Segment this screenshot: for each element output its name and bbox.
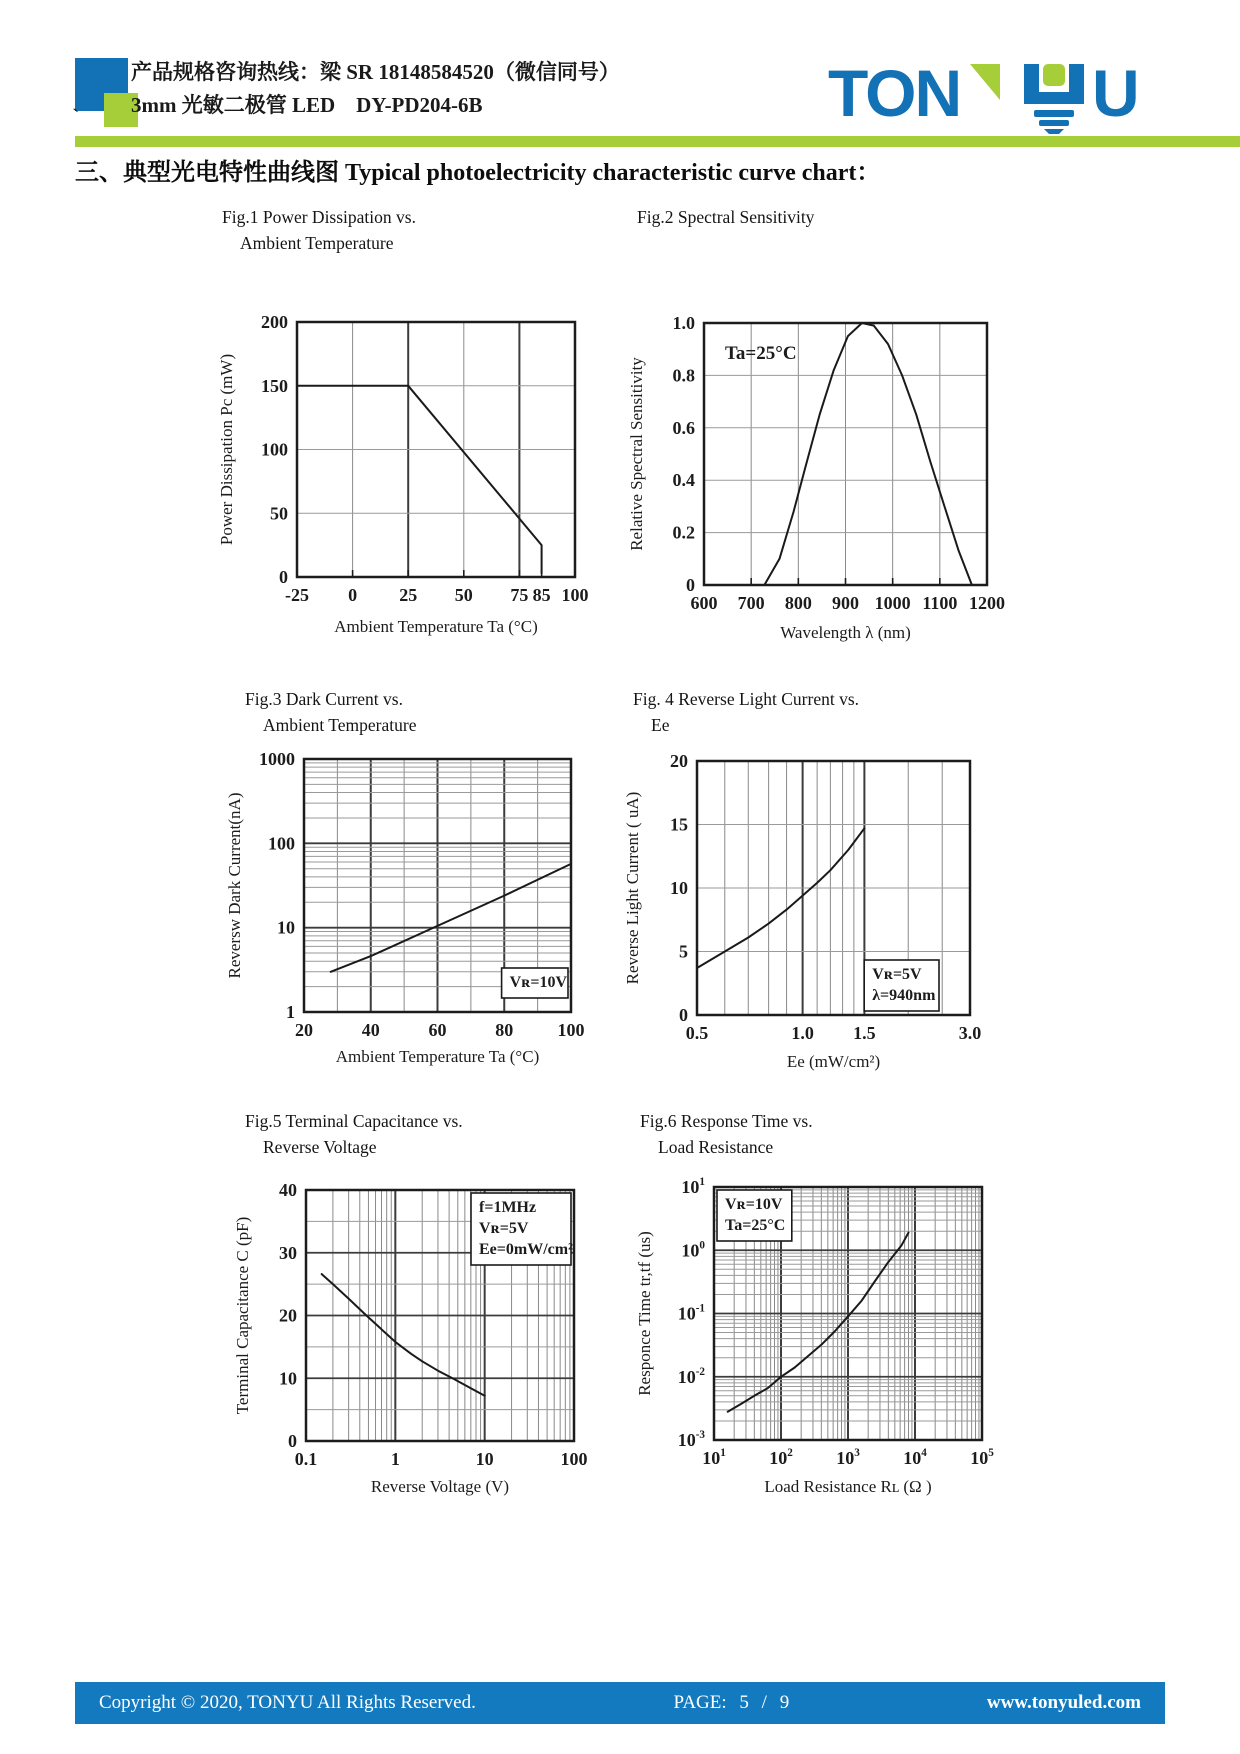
svg-text:40: 40	[279, 1180, 297, 1200]
svg-text:100: 100	[557, 1020, 585, 1040]
svg-text:1000: 1000	[874, 593, 911, 613]
svg-text:20: 20	[295, 1020, 313, 1040]
svg-text:100: 100	[561, 585, 589, 605]
svg-text:103: $10^3$	[836, 1447, 860, 1468]
svg-text:Ta=25°C: Ta=25°C	[725, 1217, 786, 1234]
svg-text:Reverse Voltage (V): Reverse Voltage (V)	[370, 1477, 510, 1496]
svg-text:Ambient Temperature Ta (°C): Ambient Temperature Ta (°C)	[335, 1047, 540, 1066]
svg-text:100: $10^0$	[681, 1239, 705, 1261]
svg-text:15: 15	[670, 814, 688, 835]
svg-text:0.8: 0.8	[672, 365, 695, 386]
svg-text:1.0: 1.0	[672, 313, 695, 333]
fig2-title-line1: Fig.2 Spectral Sensitivity	[637, 207, 815, 227]
logo-bulb-icon	[1024, 64, 1084, 134]
fig6-title	[640, 1108, 813, 1160]
svg-text:Ta=25°C: Ta=25°C	[725, 343, 797, 364]
svg-text:85: 85	[532, 585, 551, 605]
svg-text:25: 25	[399, 585, 418, 605]
svg-text:5: 5	[679, 941, 688, 962]
svg-text:Vʀ=5V: Vʀ=5V	[479, 1220, 529, 1237]
footer-bar	[75, 1682, 1165, 1724]
fig1-title	[222, 204, 416, 256]
svg-text:75: 75	[510, 585, 529, 605]
footer-copyright: Copyright © 2020, TONYU All Rights Reserved.	[99, 1692, 476, 1713]
svg-text:0: 0	[279, 567, 288, 587]
svg-text:Responce Time tr,tf (us): Responce Time tr,tf (us)	[635, 1231, 654, 1396]
green-divider-bar	[75, 136, 1240, 147]
tonyu-logo	[828, 56, 1158, 134]
svg-text:10: 10	[279, 1368, 297, 1389]
footer-page-current: 5	[739, 1692, 749, 1713]
svg-text:100: 100	[268, 833, 295, 854]
svg-text:10-3: $10^{-3}$	[677, 1429, 705, 1450]
svg-text:1.5: 1.5	[853, 1023, 876, 1043]
footer-page-separator: /	[761, 1692, 767, 1713]
svg-text:80: 80	[495, 1020, 514, 1040]
svg-text:1: 1	[390, 1449, 400, 1469]
svg-text:10: 10	[475, 1449, 494, 1469]
svg-text:3.0: 3.0	[958, 1023, 982, 1043]
fig1-title-line2: Ambient Temperature	[240, 233, 394, 253]
svg-text:0: 0	[679, 1005, 688, 1025]
svg-text:20: 20	[670, 751, 688, 771]
svg-text:600: 600	[690, 593, 718, 613]
fig1-canvas	[160, 298, 600, 650]
fig3-title	[245, 686, 416, 738]
svg-text:0: 0	[348, 585, 358, 605]
svg-text:10-2: $10^{-2}$	[677, 1365, 705, 1387]
fig6-canvas	[600, 1160, 1060, 1508]
svg-text:Wavelength λ (nm): Wavelength λ (nm)	[780, 623, 911, 642]
product-line: 3mm 光敏二极管 LED DY-PD204-6B	[131, 93, 483, 117]
svg-text:20: 20	[279, 1305, 297, 1326]
fig3-canvas	[160, 735, 600, 1075]
svg-text:50: 50	[270, 503, 288, 524]
svg-text:1.0: 1.0	[791, 1023, 814, 1043]
fig2-title	[637, 204, 814, 230]
svg-text:1000: 1000	[259, 749, 295, 769]
fig4-canvas	[600, 735, 1060, 1080]
svg-text:50: 50	[454, 585, 473, 605]
svg-text:Ambient Temperature Ta (°C): Ambient Temperature Ta (°C)	[334, 617, 538, 636]
svg-text:100: 100	[560, 1449, 588, 1469]
svg-text:30: 30	[279, 1242, 297, 1263]
svg-text:0.1: 0.1	[294, 1449, 318, 1469]
stray-backtick: `	[72, 104, 80, 129]
hotline-line: 产品规格咨询热线：梁 SR 18148584520（微信同号）	[131, 60, 620, 84]
fig4-title-line2: Ee	[651, 715, 670, 735]
logo-n-triangle	[970, 64, 1000, 100]
svg-text:40: 40	[361, 1020, 380, 1040]
fig5-canvas	[160, 1165, 600, 1505]
svg-text:0: 0	[686, 575, 695, 595]
svg-text:10: 10	[670, 878, 688, 898]
fig6-title-line1: Fig.6 Response Time vs.	[640, 1111, 813, 1131]
footer-website-link: www.tonyuled.com	[986, 1692, 1141, 1713]
svg-text:Power Dissipation Pc (mW): Power Dissipation Pc (mW)	[217, 353, 236, 546]
tonyu-logo-letters	[828, 56, 1140, 134]
svg-text:0.5: 0.5	[685, 1023, 709, 1043]
svg-text:101: $10^1$	[681, 1176, 705, 1197]
svg-text:0.6: 0.6	[672, 417, 695, 438]
svg-text:Reversw Dark Current(nA): Reversw Dark Current(nA)	[225, 792, 244, 979]
svg-text:900: 900	[832, 593, 859, 613]
svg-text:-25: -25	[285, 585, 309, 605]
svg-text:101: $10^1$	[702, 1447, 726, 1468]
svg-text:0.4: 0.4	[672, 470, 695, 491]
fig4-title	[633, 686, 859, 738]
svg-text:200: 200	[261, 312, 288, 332]
svg-text:Terminal Capacitance C (pF): Terminal Capacitance C (pF)	[233, 1216, 252, 1415]
svg-text:Vʀ=10V: Vʀ=10V	[725, 1196, 783, 1213]
fig3-chart	[160, 735, 600, 1080]
svg-text:10: 10	[277, 917, 295, 938]
svg-text:0.2: 0.2	[672, 522, 695, 543]
svg-text:1100: 1100	[922, 593, 958, 613]
fig5-chart	[160, 1165, 600, 1510]
header-text	[131, 56, 620, 122]
fig3-title-line2: Ambient Temperature	[263, 715, 417, 735]
footer-page-indicator	[670, 1692, 794, 1714]
svg-text:0: 0	[288, 1431, 297, 1451]
svg-text:Load Resistance Rʟ (Ω ): Load Resistance Rʟ (Ω )	[764, 1477, 932, 1496]
section-title: 三、典型光电特性曲线图 Typical photoelectricity characteristic curve chart：	[75, 160, 881, 186]
svg-text:U: U	[1092, 56, 1140, 130]
fig2-chart	[600, 298, 1070, 655]
svg-text:λ=940nm: λ=940nm	[872, 987, 936, 1004]
footer-page-label: PAGE:	[673, 1692, 727, 1713]
svg-text:60: 60	[428, 1020, 447, 1040]
fig4-title-line1: Fig. 4 Reverse Light Current vs.	[633, 689, 860, 709]
footer-page-total: 9	[779, 1692, 790, 1713]
svg-text:1200: 1200	[969, 593, 1005, 613]
fig6-title-line2: Load Resistance	[658, 1137, 774, 1157]
fig1-chart	[160, 298, 600, 655]
fig1-title-line1: Fig.1 Power Dissipation vs.	[222, 207, 416, 227]
svg-text:105: $10^5$	[970, 1447, 994, 1468]
svg-text:Relative Spectral Sensitivity: Relative Spectral Sensitivity	[627, 357, 646, 551]
svg-text:104: $10^4$	[903, 1447, 927, 1468]
fig2-canvas	[600, 298, 1070, 650]
svg-text:TON: TON	[828, 56, 961, 130]
svg-text:1: 1	[286, 1002, 295, 1022]
svg-text:150: 150	[261, 375, 288, 396]
fig4-chart	[600, 735, 1060, 1085]
fig5-title-line1: Fig.5 Terminal Capacitance vs.	[245, 1111, 463, 1131]
fig5-title-line2: Reverse Voltage	[263, 1137, 377, 1157]
svg-text:102: $10^2$	[769, 1447, 793, 1468]
svg-text:100: 100	[261, 439, 288, 460]
svg-text:10-1: $10^{-1}$	[677, 1302, 705, 1324]
fig3-title-line1: Fig.3 Dark Current vs.	[245, 689, 403, 709]
svg-text:f=1MHz: f=1MHz	[479, 1199, 537, 1216]
svg-text:Ee=0mW/cm²: Ee=0mW/cm²	[479, 1241, 573, 1258]
svg-text:Reverse Light Current ( uA): Reverse Light Current ( uA)	[623, 791, 642, 985]
fig5-title	[245, 1108, 463, 1160]
svg-text:Vʀ=5V: Vʀ=5V	[872, 966, 922, 983]
svg-text:700: 700	[737, 593, 765, 613]
fig6-chart	[600, 1160, 1060, 1513]
svg-text:Vʀ=10V: Vʀ=10V	[509, 974, 568, 991]
svg-text:Ee (mW/cm²): Ee (mW/cm²)	[786, 1052, 881, 1071]
svg-text:800: 800	[784, 593, 812, 613]
